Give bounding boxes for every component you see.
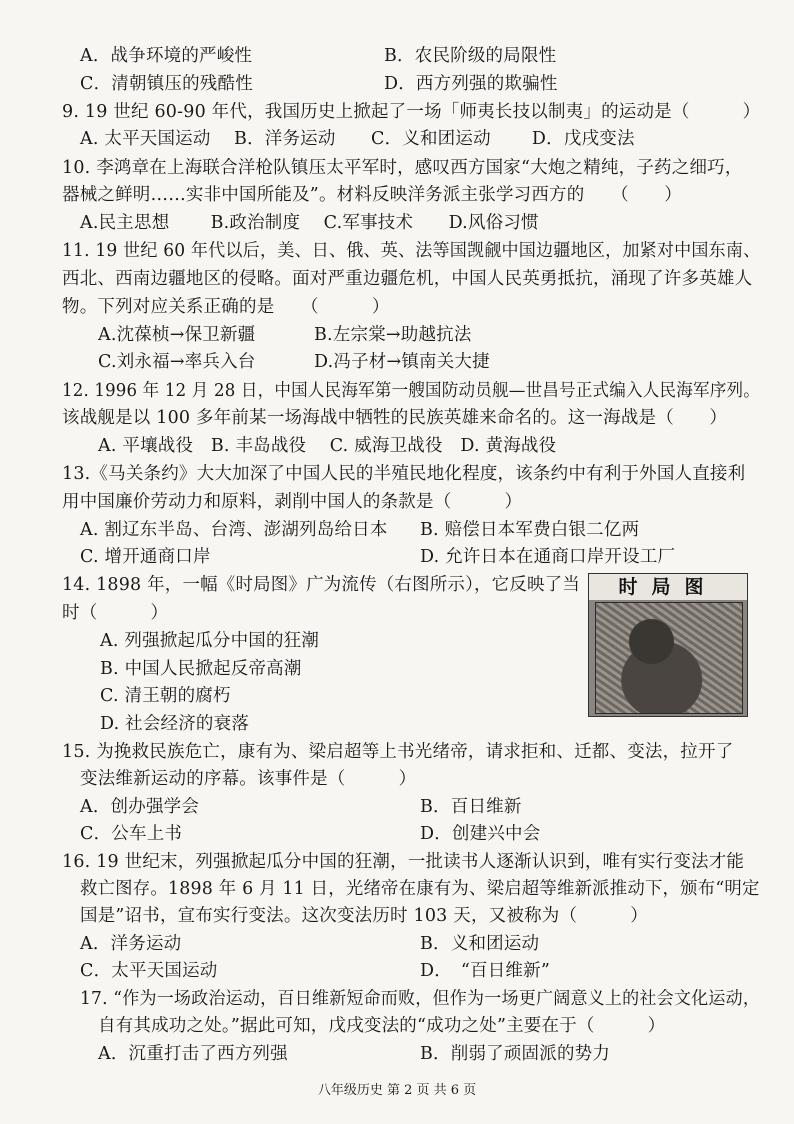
text-line: A. 列强掀起瓜分中国的狂潮 xyxy=(100,631,320,651)
text-line: 13.《马关条约》大大加深了中国人民的半殖民地化程度，该条约中有利于外国人直接利 xyxy=(62,464,746,484)
text-line: A. 割辽东半岛、台湾、澎湖列岛给日本 xyxy=(80,520,388,540)
text-line: A．创办强学会 xyxy=(80,797,200,817)
text-line: 12. 1996 年 12 月 28 日，中国人民海军第一艘国防动员舰—世昌号正式编入人民海军序列。 xyxy=(62,381,760,401)
text-line: A.民主思想 B.政治制度 C.军事技术 D.风俗习惯 xyxy=(80,213,539,233)
text-line: C．公车上书 xyxy=(80,824,183,844)
shiju-tu-image xyxy=(588,573,748,717)
text-line: 该战舰是以 100 多年前某一场海战中牺牲的民族英雄来命名的。这一海战是（ ） xyxy=(62,408,728,428)
text-line: B．义和团运动 xyxy=(420,934,540,954)
text-line: B. 中国人民掀起反帝高潮 xyxy=(100,659,302,679)
text-line: 物。下列对应关系正确的是 （ ） xyxy=(62,297,390,317)
text-line: D．创建兴中会 xyxy=(420,824,541,844)
text-line: 10. 李鸿章在上海联合洋枪队镇压太平军时，感叹西方国家“大炮之精纯，子药之细巧， xyxy=(62,158,743,178)
text-line: D. 允许日本在通商口岸开设工厂 xyxy=(420,547,676,567)
text-line: D.冯子材→镇南关大捷 xyxy=(314,352,490,372)
text-line: C. 增开通商口岸 xyxy=(80,547,211,567)
text-line: 11. 19 世纪 60 年代以后，美、日、俄、英、法等国觊觎中国边疆地区，加紧对中国东南、 xyxy=(62,241,761,261)
text-line: D．西方列强的欺骗性 xyxy=(384,74,558,94)
text-line: 西北、西南边疆地区的侵略。面对严重边疆危机，中国人民英勇抵抗，涌现了许多英雄人 xyxy=(62,269,753,289)
text-line: B．农民阶级的局限性 xyxy=(384,46,557,66)
text-line: C. 清王朝的腐朽 xyxy=(100,686,231,706)
text-line: C.刘永福→率兵入台 xyxy=(98,352,256,372)
text-line: 用中国廉价劳动力和原料，剥削中国人的条款是（ ） xyxy=(62,492,523,512)
text-line: 9. 19 世纪 60-90 年代，我国历史上掀起了一场「师夷长技以制夷」的运动是（ ） xyxy=(62,102,761,122)
text-line: B．削弱了顽固派的势力 xyxy=(420,1044,611,1064)
text-line: A. 平壤战役 B. 丰岛战役 C. 威海卫战役 D. 黄海战役 xyxy=(98,436,557,456)
text-line: B.左宗棠→助越抗法 xyxy=(314,325,472,345)
figure-title: 时局图 xyxy=(589,574,747,600)
text-line: 16. 19 世纪末，列强掀起瓜分中国的狂潮，一批读书人逐渐认识到，唯有实行变法才能 xyxy=(62,852,745,872)
text-line: 14. 1898 年，一幅《时局图》广为流传（右图所示），它反映了当 xyxy=(62,575,581,595)
text-line: C．太平天国运动 xyxy=(80,961,218,981)
text-line: A.沈葆桢→保卫新疆 xyxy=(98,325,256,345)
text-line: 15. 为挽救民族危亡，康有为、梁启超等上书光绪帝，请求拒和、迁都、变法，拉开了 xyxy=(62,742,734,762)
text-line: A．战争环境的严峻性 xyxy=(80,46,253,66)
text-line: 器械之鲜明……实非中国所能及”。材料反映洋务派主张学习西方的 （ ） xyxy=(62,185,682,205)
text-line: D． “百日维新” xyxy=(420,961,550,981)
text-line: B．百日维新 xyxy=(420,797,522,817)
text-line: C．清朝镇压的残酷性 xyxy=(80,74,253,94)
text-line: A．洋务运动 xyxy=(80,934,182,954)
text-line: B. 赔偿日本军费白银二亿两 xyxy=(420,520,640,540)
text-line: 自有其成功之处。”据此可知，戊戌变法的“成功之处”主要在于（ ） xyxy=(98,1016,666,1036)
page-footer: 八年级历史 第 2 页 共 6 页 xyxy=(317,1083,477,1098)
text-line: A．沉重打击了西方列强 xyxy=(98,1044,288,1064)
text-line: D. 社会经济的衰落 xyxy=(100,714,250,734)
figure-illustration xyxy=(595,602,743,714)
text-line: 救亡图存。1898 年 6 月 11 日，光绪帝在康有为、梁启超等维新派推动下，颁布“明定 xyxy=(80,879,760,899)
text-line: A. 太平天国运动 B．洋务运动 C．义和团运动 D．戊戌变法 xyxy=(80,129,635,149)
text-line: 变法维新运动的序幕。该事件是（ ） xyxy=(80,769,417,789)
text-line: 时（ ） xyxy=(62,603,169,623)
text-line: 国是”诏书，宣布实行变法。这次变法历时 103 天，又被称为（ ） xyxy=(80,906,648,926)
text-line: 17. “作为一场政治运动，百日维新短命而败，但作为一场更广阔意义上的社会文化运动， xyxy=(80,989,761,1009)
